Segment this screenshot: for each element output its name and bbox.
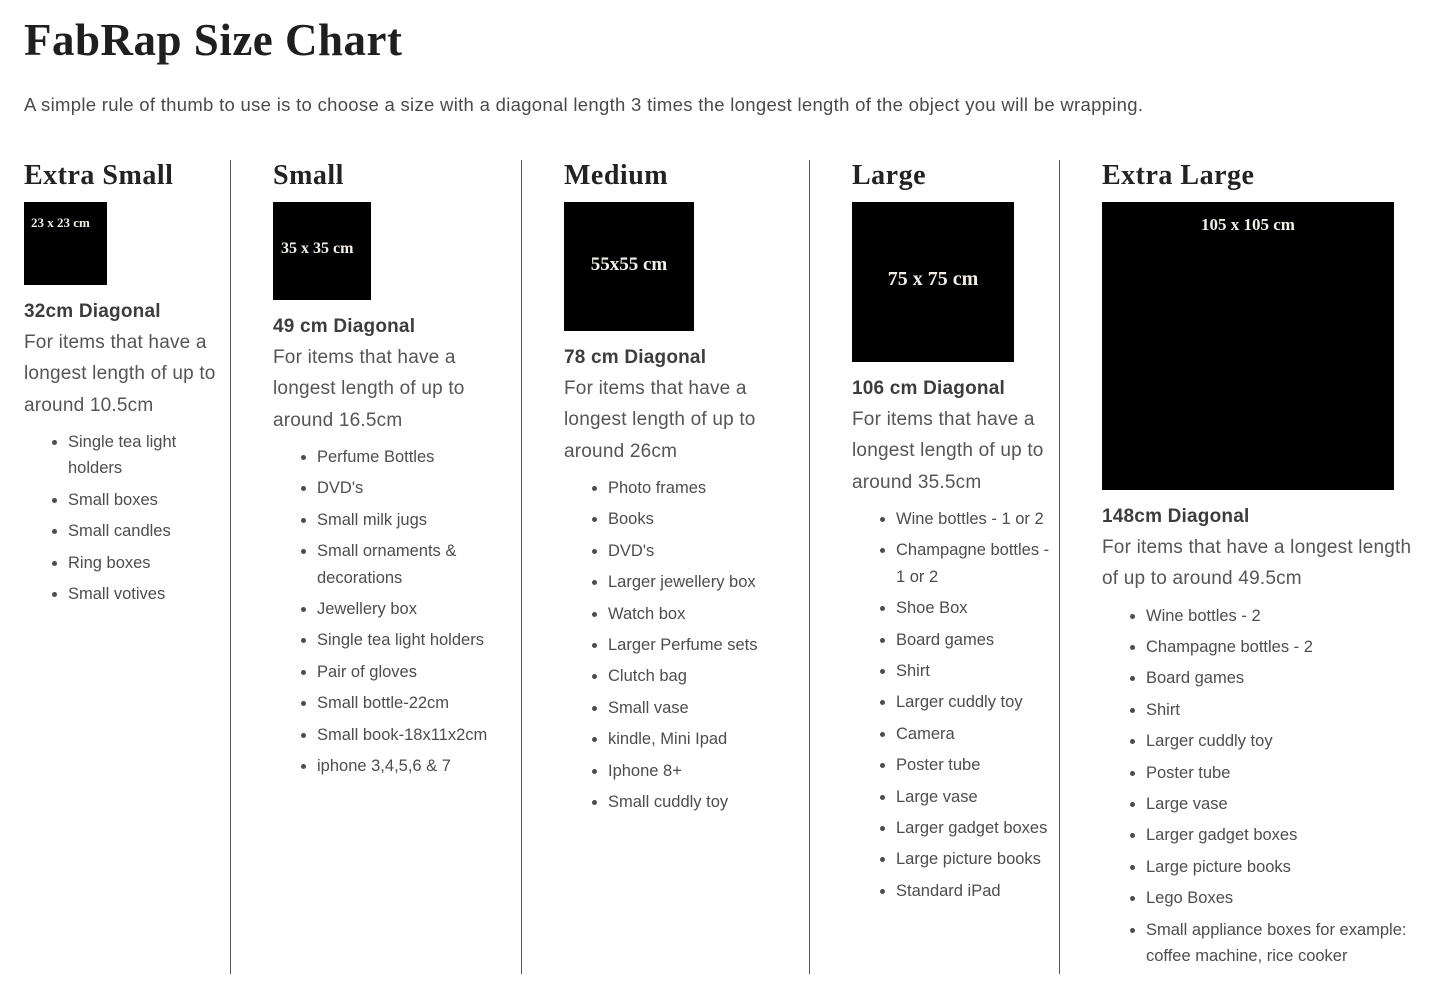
diagonal-label: 32cm Diagonal [24,301,161,322]
list-item: • Large vase [896,784,1053,810]
list-item: • Larger Perfume sets [608,632,803,658]
list-item: • Larger cuddly toy [896,689,1053,715]
list-item: • Larger gadget boxes [1146,822,1415,848]
list-item: • Ring boxes [68,550,224,576]
size-description: For items that have a longest length of up to around 35.5cm [852,409,1044,493]
size-square-image [273,202,371,300]
list-item: • Iphone 8+ [608,758,803,784]
list-item: • Camera [896,721,1053,747]
size-description: For items that have a longest length of up to around 26cm [564,378,756,462]
list-item: • Standard iPad [896,878,1053,904]
list-item: • Single tea light holders [68,429,224,482]
list-item: • Champagne bottles - 2 [1146,634,1415,660]
list-item: • Perfume Bottles [317,444,515,470]
list-item: • Champagne bottles - 1 or 2 [896,537,1053,590]
size-columns [24,160,1421,974]
list-item: • Larger jewellery box [608,569,803,595]
list-item: • Wine bottles - 2 [1146,603,1415,629]
size-column [231,160,522,974]
size-description: For items that have a longest length of up to around 16.5cm [273,347,465,431]
list-item: • Wine bottles - 1 or 2 [896,506,1053,532]
list-item: • kindle, Mini Ipad [608,726,803,752]
list-item: • Poster tube [1146,760,1415,786]
list-item: • Small appliance boxes for example: coffee machine, rice cooker [1146,917,1415,970]
item-list [564,475,803,815]
list-item: • Books [608,506,803,532]
list-item: • Small candles [68,518,224,544]
square-dimensions-label: 55x55 cm [590,254,668,275]
list-item: • Large vase [1146,791,1415,817]
list-item: • Jewellery box [317,596,515,622]
item-list [273,444,515,779]
list-item: • Large picture books [1146,854,1415,880]
list-item: • Small cuddly toy [608,789,803,815]
size-column [522,160,810,974]
list-item: • Small book-18x11x2cm [317,722,515,748]
list-item: • Pair of gloves [317,659,515,685]
size-square-image [24,202,107,285]
list-item: • Small vase [608,695,803,721]
size-heading: Small [273,160,344,191]
size-heading: Medium [564,160,669,191]
size-column [810,160,1060,974]
size-square-image [852,202,1014,362]
list-item: • Clutch bag [608,663,803,689]
item-list [24,429,224,607]
list-item: • Lego Boxes [1146,885,1415,911]
list-item: • DVD's [608,538,803,564]
list-item: • Large picture books [896,846,1053,872]
list-item: • Board games [896,627,1053,653]
size-column [24,160,231,974]
size-square-image [1102,202,1394,490]
list-item: • Small ornaments & decorations [317,538,515,591]
diagonal-label: 106 cm Diagonal [852,378,1005,399]
list-item: • Photo frames [608,475,803,501]
square-dimensions-label: 75 x 75 cm [887,268,979,290]
size-description: For items that have a longest length of up to around 49.5cm [1102,537,1412,590]
list-item: • Watch box [608,601,803,627]
list-item: • iphone 3,4,5,6 & 7 [317,753,515,779]
item-list [852,506,1053,904]
item-list [1102,603,1415,970]
page-title: FabRap Size Chart [24,15,403,65]
list-item: • DVD's [317,475,515,501]
square-dimensions-label: 35 x 35 cm [281,240,354,257]
list-item: • Shirt [896,658,1053,684]
list-item: • Shoe Box [896,595,1053,621]
size-column [1060,160,1421,974]
list-item: • Single tea light holders [317,627,515,653]
size-heading: Large [852,160,927,191]
list-item: • Small bottle-22cm [317,690,515,716]
list-item: • Poster tube [896,752,1053,778]
size-heading: Extra Large [1102,160,1255,191]
diagonal-label: 78 cm Diagonal [564,347,707,368]
list-item: • Larger gadget boxes [896,815,1053,841]
list-item: • Larger cuddly toy [1146,728,1415,754]
list-item: • Small milk jugs [317,507,515,533]
page-subtitle: A simple rule of thumb to use is to choose a size with a diagonal length 3 times the longest length of the object you will be wrapping. [24,94,1144,115]
diagonal-label: 49 cm Diagonal [273,316,416,337]
size-heading: Extra Small [24,160,174,191]
diagonal-label: 148cm Diagonal [1102,506,1250,527]
square-dimensions-label: 105 x 105 cm [1201,215,1295,234]
list-item: • Small votives [68,581,224,607]
size-description: For items that have a longest length of up to around 10.5cm [24,332,216,416]
size-square-image [564,202,694,331]
list-item: • Board games [1146,665,1415,691]
list-item: • Shirt [1146,697,1415,723]
square-dimensions-label: 23 x 23 cm [31,215,90,230]
list-item: • Small boxes [68,487,224,513]
